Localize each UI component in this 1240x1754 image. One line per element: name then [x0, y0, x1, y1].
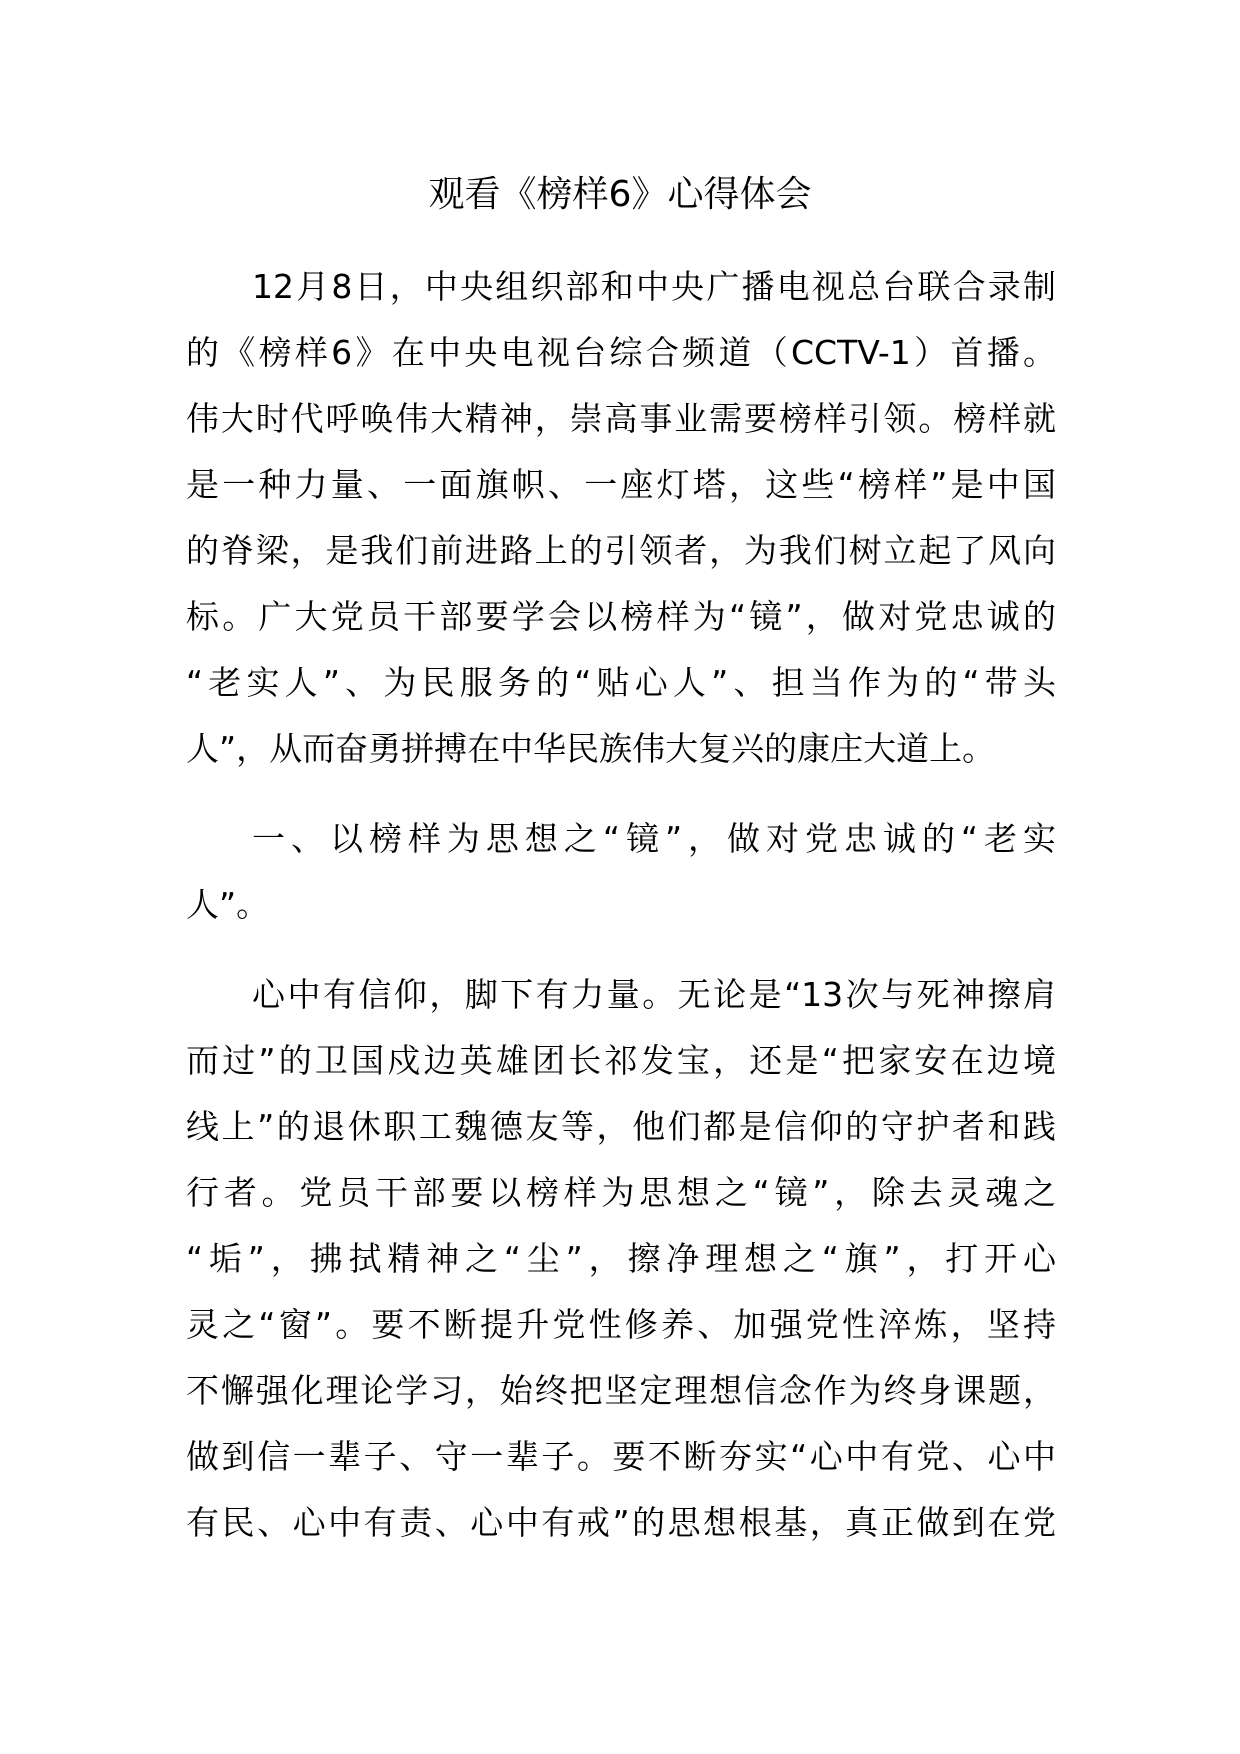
text-line: 人”。 — [186, 885, 270, 924]
text-line: 不懈强化理论学习，始终把坚定理想信念作为终身课题， — [186, 1371, 1056, 1410]
text-line: 的《榜样6》在中央电视台综合频道（CCTV-1）首播。 — [186, 333, 1056, 372]
text-line: 线上”的退休职工魏德友等，他们都是信仰的守护者和践 — [186, 1107, 1056, 1146]
paragraph-intro — [186, 254, 1056, 782]
text-line: 伟大时代呼唤伟大精神，崇高事业需要榜样引领。榜样就 — [186, 399, 1056, 438]
text-line: 心中有信仰，脚下有力量。无论是“13次与死神擦肩 — [252, 975, 1056, 1014]
text-line: 的脊梁，是我们前进路上的引领者，为我们树立起了风向 — [186, 531, 1056, 570]
text-line: 12月8日，中央组织部和中央广播电视总台联合录制 — [252, 267, 1056, 306]
text-line: 灵之“窗”。要不断提升党性修养、加强党性淬炼，坚持 — [186, 1305, 1056, 1344]
text-line: 行者。党员干部要以榜样为思想之“镜”，除去灵魂之 — [186, 1173, 1056, 1212]
document-title: 观看《榜样6》心得体会 — [428, 174, 812, 215]
text-line: 人”，从而奋勇拼搏在中华民族伟大复兴的康庄大道上。 — [186, 729, 996, 768]
text-line: “老实人”、为民服务的“贴心人”、担当作为的“带头 — [186, 663, 1056, 702]
section-heading-1 — [186, 806, 1056, 938]
text-line: 而过”的卫国戍边英雄团长祁发宝，还是“把家安在边境 — [186, 1041, 1056, 1080]
text-line: 做到信一辈子、守一辈子。要不断夯实“心中有党、心中 — [186, 1437, 1056, 1476]
text-line: “垢”，拂拭精神之“尘”，擦净理想之“旗”，打开心 — [186, 1239, 1056, 1278]
paragraph-section-1-body — [186, 962, 1056, 1556]
text-line: 有民、心中有责、心中有戒”的思想根基，真正做到在党 — [186, 1503, 1056, 1542]
text-line: 是一种力量、一面旗帜、一座灯塔，这些“榜样”是中国 — [186, 465, 1056, 504]
text-line: 一、以榜样为思想之“镜”，做对党忠诚的“老实 — [252, 819, 1056, 858]
text-line: 标。广大党员干部要学会以榜样为“镜”，做对党忠诚的 — [186, 597, 1056, 636]
